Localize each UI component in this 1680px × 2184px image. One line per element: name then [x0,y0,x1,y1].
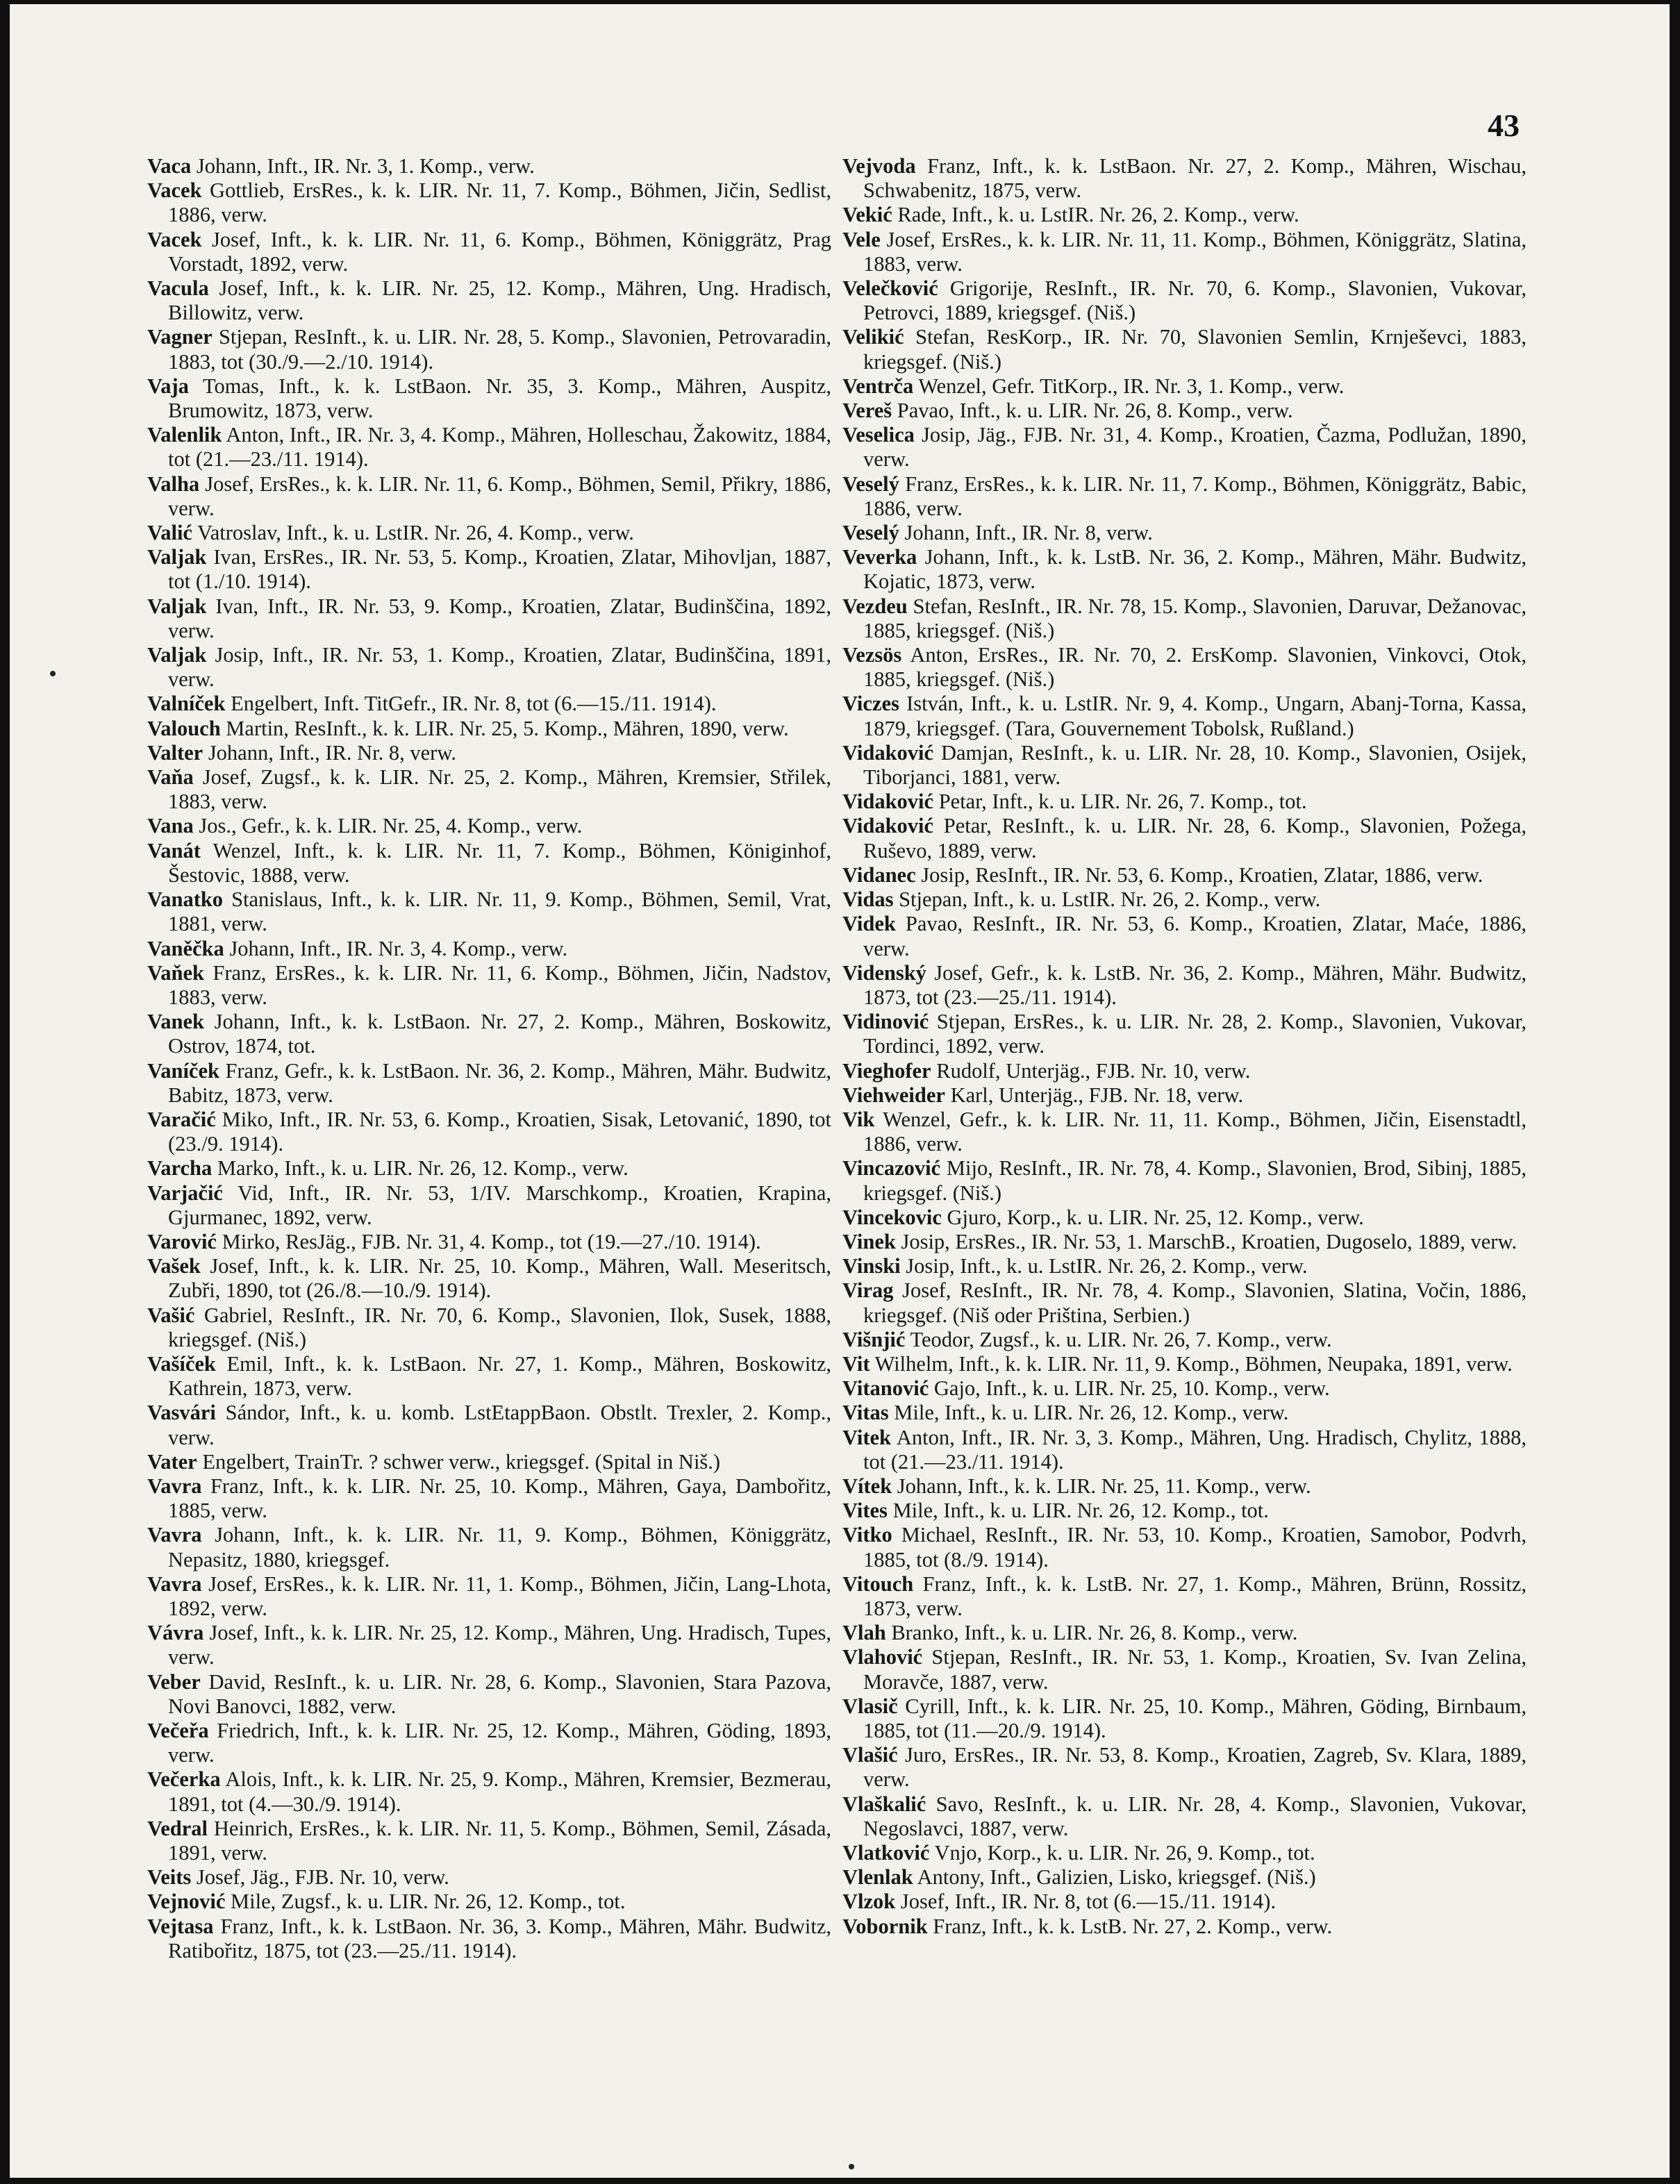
entry-details: Jos., Gefr., k. k. LIR. Nr. 25, 4. Komp., verw. [199,814,583,838]
entry-surname: Vejtasa [147,1914,214,1938]
entry-surname: Ventrča [842,374,914,398]
entry-details: Gajo, Inft., k. u. LIR. Nr. 25, 10. Komp., verw. [933,1376,1330,1401]
entry-surname: Vitko [842,1523,892,1547]
list-entry [842,521,1527,545]
left-column [147,154,831,1963]
list-entry [147,1156,831,1181]
list-entry [147,423,831,472]
list-entry [842,1230,1527,1254]
entry-surname: Večerka [147,1767,221,1792]
list-entry [842,1499,1527,1523]
entry-details: Franz, Inft., k. k. LstBaon. Nr. 27, 2. Komp., Mähren, Wischau, Schwabenitz, 1875, verw. [863,154,1527,203]
entry-details: Emil, Inft., k. k. LstBaon. Nr. 27, 1. Komp., Mähren, Boskowitz, Kathrein, 1873, verw. [168,1351,831,1401]
list-entry [842,863,1527,887]
list-entry [147,472,831,521]
entry-details: Engelbert, Inft. TitGefr., IR. Nr. 8, tot (6.—15./11. 1914). [231,692,717,716]
entry-surname: Vašek [147,1254,201,1278]
entry-details: Franz, ErsRes., k. k. LIR. Nr. 11, 7. Komp., Böhmen, Königgrätz, Babic, 1886, verw. [863,472,1527,520]
list-entry [842,1694,1527,1743]
entry-details: Josef, Inft., IR. Nr. 8, tot (6.—15./11. 1914). [900,1890,1276,1914]
entry-details: Rudolf, Unterjäg., FJB. Nr. 10, verw. [936,1058,1251,1083]
list-entry [147,1303,831,1352]
entry-details: Gabriel, ResInft., IR. Nr. 70, 6. Komp., Slavonien, Ilok, Susek, 1888, kriegsgef. (Niš.) [168,1303,831,1351]
entry-details: Gjuro, Korp., k. u. LIR. Nr. 25, 12. Komp., verw. [947,1205,1364,1229]
entry-surname: Valjak [147,545,207,569]
entry-surname: Vaníček [147,1058,219,1083]
list-entry [842,1254,1527,1278]
entry-surname: Vejnović [147,1890,226,1914]
list-entry [147,545,831,594]
entry-details: Johann, Inft., IR. Nr. 8, verw. [208,740,456,765]
entry-surname: Valha [147,472,200,496]
list-entry [147,1230,831,1254]
list-entry [842,594,1527,643]
list-entry [147,154,831,178]
entry-surname: Vacek [147,178,202,203]
entry-surname: Vanek [147,1010,204,1034]
list-entry [842,1278,1527,1327]
entry-surname: Vater [147,1449,197,1474]
entry-details: Pavao, Inft., k. u. LIR. Nr. 26, 8. Komp., verw. [897,399,1293,423]
page-number: 43 [1488,108,1520,143]
list-entry [147,717,831,741]
list-entry [842,423,1527,472]
entry-surname: Vitouch [842,1572,914,1596]
entry-surname: Večeřa [147,1719,209,1742]
entry-details: Stanislaus, Inft., k. k. LIR. Nr. 11, 9. Komp., Böhmen, Semil, Vrat, 1881, verw. [168,887,831,936]
list-entry [147,1719,831,1767]
entry-details: Johann, Inft., IR. Nr. 8, verw. [904,521,1153,545]
entry-details: Gottlieb, ErsRes., k. k. LIR. Nr. 11, 7. Komp., Böhmen, Jičin, Sedlist, 1886, verw. [168,178,831,227]
entry-surname: Vit [842,1351,870,1376]
list-entry [842,790,1527,814]
list-entry [842,1010,1527,1058]
entry-surname: Vele [842,227,881,251]
list-entry [147,521,831,545]
list-entry [147,228,831,276]
list-entry [147,374,831,423]
list-entry [147,937,831,961]
entry-details: Petar, ResInft., k. u. LIR. Nr. 28, 6. Komp., Slavonien, Požega, Ruševo, 1889, verw. [863,814,1527,862]
entry-details: Johann, Inft., k. k. LIR. Nr. 25, 11. Komp., verw. [897,1474,1311,1498]
entry-details: Rade, Inft., k. u. LstIR. Nr. 26, 2. Komp., verw. [897,203,1299,227]
list-entry [842,1523,1527,1572]
list-entry [147,1670,831,1719]
entry-details: Josef, Zugsf., k. k. LIR. Nr. 25, 2. Komp., Mähren, Kremsier, Střilek, 1883, verw. [168,765,831,814]
entry-surname: Virag [842,1278,894,1303]
entry-surname: Vana [147,814,194,838]
entry-details: Antony, Inft., Galizien, Lisko, kriegsgef. (Niš.) [917,1865,1316,1890]
entry-details: Cyrill, Inft., k. k. LIR. Nr. 25, 10. Komp., Mähren, Göding, Birnbaum, 1885, tot (11.—20./9. 1914). [863,1694,1527,1742]
entry-details: Wilhelm, Inft., k. k. LIR. Nr. 11, 9. Komp., Böhmen, Neupaka, 1891, verw. [874,1351,1513,1376]
list-entry [147,1817,831,1865]
entry-details: Josef, ErsRes., k. k. LIR. Nr. 11, 11. Komp., Böhmen, Königgrätz, Slatina, 1883, verw. [863,227,1527,276]
list-entry [842,1915,1527,1939]
entry-surname: Viehweider [842,1083,945,1107]
list-entry [842,1572,1527,1621]
entry-details: Engelbert, TrainTr. ? schwer verw., kriegsgef. (Spital in Niš.) [202,1449,721,1474]
list-entry [842,1890,1527,1914]
entry-surname: Vlahović [842,1645,923,1669]
entry-details: Vatroslav, Inft., k. u. LstIR. Nr. 26, 4. Komp., verw. [197,521,634,545]
entry-details: Damjan, ResInft., k. u. LIR. Nr. 28, 10. Komp., Slavonien, Osijek, Tiborjanci, 1881, verw. [863,740,1527,790]
entry-surname: Valníček [147,692,226,716]
entry-details: Josef, ResInft., IR. Nr. 78, 4. Komp., Slavonien, Slatina, Vočin, 1886, kriegsgef. (Niš oder Priština, Serbien.) [863,1278,1527,1327]
list-entry [147,765,831,814]
entry-surname: Varcha [147,1156,213,1181]
list-entry [147,1915,831,1963]
list-entry [842,1083,1527,1108]
list-entry [147,1523,831,1572]
entry-details: Karl, Unterjäg., FJB. Nr. 18, verw. [950,1083,1244,1107]
list-entry [147,643,831,692]
list-entry [842,1426,1527,1474]
entry-surname: Vezsös [842,643,902,667]
entry-surname: Vlasič [842,1694,898,1718]
entry-surname: Veselica [842,423,915,447]
list-entry [842,814,1527,862]
entry-surname: Vasvári [147,1401,216,1425]
list-entry [147,1890,831,1914]
list-entry [147,1865,831,1890]
list-entry [842,1108,1527,1156]
entry-surname: Vobornik [842,1914,928,1938]
entry-details: Stjepan, ResInft., k. u. LIR. Nr. 28, 5. Komp., Slavonien, Petrovaradin, 1883, tot (30./9.—2./10. 1914). [168,325,831,374]
list-entry [147,276,831,325]
entry-details: Branko, Inft., k. u. LIR. Nr. 26, 8. Komp., verw. [891,1621,1298,1645]
entry-surname: Vincazović [842,1156,941,1181]
entry-surname: Vejvoda [842,154,916,178]
entry-details: Wenzel, Inft., k. k. LIR. Nr. 11, 7. Komp., Böhmen, Königinhof, Šestovic, 1888, verw. [168,838,832,887]
entry-details: Johann, Inft., k. k. LIR. Nr. 11, 9. Komp., Böhmen, Königgrätz, Nepasitz, 1880, kriegsgef. [168,1523,831,1572]
entry-details: Stefan, ResKorp., IR. Nr. 70, Slavonien Semlin, Krnješevci, 1883, kriegsgef. (Niš.) [863,325,1527,374]
entry-details: Johann, Inft., k. k. LstBaon. Nr. 27, 2. Komp., Mähren, Boskowitz, Ostrov, 1874, tot. [168,1010,832,1058]
list-entry [842,961,1527,1010]
list-entry [842,203,1527,227]
entry-details: Josip, ResInft., IR. Nr. 53, 6. Komp., Kroatien, Zlatar, 1886, verw. [921,862,1483,887]
entry-surname: Vaca [147,154,192,178]
entry-details: Josip, Inft., IR. Nr. 53, 1. Komp., Kroatien, Zlatar, Budinščina, 1891, verw. [168,643,832,692]
entry-details: Mirko, ResJäg., FJB. Nr. 31, 4. Komp., tot (19.—27./10. 1914). [222,1229,761,1253]
entry-surname: Veber [147,1669,201,1694]
entry-surname: Vaňa [147,765,194,790]
list-entry [147,692,831,716]
list-entry [147,814,831,838]
list-entry [842,692,1527,740]
list-entry [842,1328,1527,1352]
entry-details: Stefan, ResInft., IR. Nr. 78, 15. Komp., Slavonien, Daruvar, Dežanovac, 1885, kriegsgef. (Niš.) [863,594,1527,642]
entry-details: Vid, Inft., IR. Nr. 53, 1/IV. Marschkomp., Kroatien, Krapina, Gjurmanec, 1892, verw. [168,1181,832,1229]
entry-surname: Veselý [842,472,899,496]
entry-surname: Vlzok [842,1890,896,1914]
entry-details: Josef, ErsRes., k. k. LIR. Nr. 11, 1. Komp., Böhmen, Jičin, Lang-Lhota, 1892, verw. [168,1572,832,1620]
list-entry [147,1352,831,1401]
list-entry [842,1474,1527,1499]
entry-surname: Viczes [842,692,899,716]
entry-details: Ivan, Inft., IR. Nr. 53, 9. Komp., Kroatien, Zlatar, Budinščina, 1892, verw. [168,594,831,642]
right-column [842,154,1527,1939]
entry-surname: Vaněčka [147,936,224,960]
entry-surname: Vanát [147,838,201,862]
list-entry [147,1181,831,1230]
entry-surname: Vlah [842,1621,886,1645]
list-entry [147,887,831,936]
list-entry [842,276,1527,325]
list-entry [842,1376,1527,1401]
entry-details: Stjepan, Inft., k. u. LstIR. Nr. 26, 2. Komp., verw. [899,887,1321,912]
entry-surname: Vašić [147,1303,195,1327]
entry-surname: Vavra [147,1572,202,1596]
list-entry [147,839,831,887]
entry-details: Heinrich, ErsRes., k. k. LIR. Nr. 11, 5. Komp., Böhmen, Semil, Zásada, 1891, verw. [168,1816,832,1865]
entry-details: Franz, Inft., k. k. LIR. Nr. 25, 10. Komp., Mähren, Gaya, Dambořitz, 1885, verw. [168,1474,831,1523]
entry-details: Johann, Inft., k. k. LstB. Nr. 36, 2. Komp., Mähren, Mähr. Budwitz, Kojatic, 1873, verw. [863,545,1527,594]
entry-details: Wenzel, Gefr., k. k. LIR. Nr. 11, 11. Komp., Böhmen, Jičin, Eisenstadtl, 1886, verw. [863,1107,1527,1156]
list-entry [842,887,1527,912]
entry-surname: Valouch [147,716,221,740]
list-entry [842,154,1527,203]
entry-details: Franz, ErsRes., k. k. LIR. Nr. 11, 6. Komp., Böhmen, Jičin, Nadstov, 1883, verw. [168,960,831,1009]
margin-dot-icon [50,671,56,676]
entry-surname: Vanatko [147,887,224,912]
entry-details: Anton, ErsRes., IR. Nr. 70, 2. ErsKomp. Slavonien, Vinkovci, Otok, 1885, kriegsgef. (Niš.) [863,643,1527,692]
entry-details: Josef, Inft., k. k. LIR. Nr. 25, 12. Komp., Mähren, Ung. Hradisch, Billowitz, verw. [168,276,831,325]
entry-surname: Vaculа [147,276,209,301]
entry-surname: Varović [147,1229,217,1253]
entry-surname: Vereš [842,399,892,423]
list-entry [842,1645,1527,1694]
entry-surname: Vidaković [842,814,934,838]
list-entry [842,1841,1527,1865]
list-entry [842,1743,1527,1792]
entry-surname: Vidanec [842,862,916,887]
list-entry [842,374,1527,399]
entry-details: Josef, ErsRes., k. k. LIR. Nr. 11, 6. Komp., Böhmen, Semil, Přikry, 1886, verw. [168,472,831,520]
entry-details: Friedrich, Inft., k. k. LIR. Nr. 25, 12. Komp., Mähren, Göding, 1893, verw. [168,1719,831,1767]
list-entry [842,545,1527,594]
list-entry [147,1059,831,1108]
entry-surname: Vekić [842,203,892,227]
entry-details: Marko, Inft., k. u. LIR. Nr. 26, 12. Komp., verw. [217,1156,629,1181]
list-entry [147,594,831,643]
list-entry [842,912,1527,960]
entry-surname: Videnský [842,960,926,985]
document-page [10,4,1670,2178]
entry-surname: Vávra [147,1621,204,1645]
entry-surname: Vidinović [842,1010,929,1034]
entry-details: Anton, Inft., IR. Nr. 3, 3. Komp., Mähren, Ung. Hradisch, Chylitz, 1888, tot (21.—23./11. 1914). [863,1425,1527,1474]
entry-surname: Vitas [842,1401,889,1425]
list-entry [147,741,831,765]
entry-surname: Vašíček [147,1351,216,1376]
entry-details: Josip, ErsRes., IR. Nr. 53, 1. MarschB., Kroatien, Dugoselo, 1889, verw. [901,1229,1517,1253]
list-entry [147,1474,831,1523]
entry-surname: Velikić [842,325,904,349]
entry-details: Anton, Inft., IR. Nr. 3, 4. Komp., Mähren, Holleschau, Žakowitz, 1884, tot (21.—23./11. 1914). [168,423,831,472]
entry-details: Josef, Inft., k. k. LIR. Nr. 25, 10. Komp., Mähren, Wall. Meseritsch, Zubři, 1890, tot (26./8.—10./9. 1914). [168,1254,831,1303]
entry-surname: Vlašić [842,1743,898,1767]
list-entry [842,1059,1527,1083]
entry-details: Savo, ResInft., k. u. LIR. Nr. 28, 4. Komp., Slavonien, Vukovar, Negoslavci, 1887, verw. [863,1792,1527,1840]
list-entry [147,1108,831,1156]
entry-details: Franz, Inft., k. k. LstB. Nr. 27, 1. Komp., Mähren, Brünn, Rossitz, 1873, verw. [863,1572,1527,1620]
list-entry [842,1865,1527,1890]
entry-details: Michael, ResInft., IR. Nr. 53, 10. Komp., Kroatien, Samobor, Podvrh, 1885, tot (8./9. 1914). [863,1523,1527,1572]
entry-surname: Vezdeu [842,594,908,618]
entry-details: Mile, Zugsf., k. u. LIR. Nr. 26, 12. Komp., tot. [231,1890,626,1914]
entry-surname: Vites [842,1499,888,1523]
entry-surname: Vavra [147,1523,202,1547]
entry-surname: Varjačić [147,1181,223,1205]
list-entry [147,1621,831,1669]
list-entry [147,178,831,227]
entry-details: Stjepan, ErsRes., k. u. LIR. Nr. 28, 2. Komp., Slavonien, Vukovar, Tordinci, 1892, verw. [863,1010,1527,1058]
list-entry [842,472,1527,521]
entry-details: Johann, Inft., IR. Nr. 3, 1. Komp., verw. [196,154,535,178]
entry-details: Franz, Inft., k. k. LstB. Nr. 27, 2. Komp., verw. [933,1914,1333,1938]
entry-surname: Višnjić [842,1327,906,1351]
entry-surname: Vacek [147,227,202,251]
entry-details: Ivan, ErsRes., IR. Nr. 53, 5. Komp., Kroatien, Zlatar, Mihovljan, 1887, tot (1./10. 1914). [168,545,832,594]
entry-details: Johann, Inft., IR. Nr. 3, 4. Komp., verw. [229,936,568,960]
entry-surname: Vaja [147,374,189,398]
entry-details: Teodor, Zugsf., k. u. LIR. Nr. 26, 7. Komp., verw. [910,1327,1332,1351]
list-entry [147,1401,831,1449]
entry-details: Sándor, Inft., k. u. komb. LstEtappBaon. Obstlt. Trexler, 2. Komp., verw. [168,1401,831,1449]
list-entry [147,1572,831,1621]
entry-surname: Vlenlak [842,1865,913,1890]
list-entry [842,325,1527,374]
entry-details: Josef, Inft., k. k. LIR. Nr. 11, 6. Komp., Böhmen, Königgrätz, Prag Vorstadt, 1892, verw. [168,227,832,276]
entry-details: Wenzel, Gefr. TitKorp., IR. Nr. 3, 1. Komp., verw. [918,374,1345,398]
list-entry [842,1352,1527,1376]
entry-surname: Vinski [842,1254,901,1278]
entry-surname: Vavra [147,1474,202,1498]
entry-details: Franz, Gefr., k. k. LstBaon. Nr. 36, 2. Komp., Mähren, Mähr. Budwitz, Babitz, 1873, verw. [168,1058,831,1107]
entry-surname: Vlaškalić [842,1792,926,1816]
entry-details: Mile, Inft., k. u. LIR. Nr. 26, 12. Komp., verw. [894,1401,1289,1425]
entry-details: Josip, Inft., k. u. LstIR. Nr. 26, 2. Komp., verw. [906,1254,1308,1278]
list-entry [842,1206,1527,1230]
list-entry [147,1254,831,1303]
entry-details: Vnjo, Korp., k. u. LIR. Nr. 26, 9. Komp., tot. [934,1841,1315,1865]
entry-surname: Vedral [147,1816,208,1840]
entry-details: Mile, Inft., k. u. LIR. Nr. 26, 12. Komp., tot. [892,1499,1269,1523]
list-entry [147,325,831,374]
entry-details: Juro, ErsRes., IR. Nr. 53, 8. Komp., Kroatien, Zagreb, Sv. Klara, 1889, verw. [863,1743,1527,1792]
entry-details: Josef, Gefr., k. k. LstB. Nr. 36, 2. Komp., Mähren, Mähr. Budwitz, 1873, tot (23.—25./11. 1914). [863,960,1527,1009]
entry-details: Josip, Jäg., FJB. Nr. 31, 4. Komp., Kroatien, Čazma, Podlužan, 1890, verw. [863,423,1527,472]
list-entry [147,1767,831,1816]
entry-surname: Vitanović [842,1376,929,1401]
list-entry [842,228,1527,276]
entry-surname: Varačić [147,1107,216,1131]
entry-surname: Velečković [842,276,938,301]
entry-surname: Videk [842,912,896,936]
bottom-dot-icon [849,2164,854,2169]
entry-surname: Valjak [147,643,207,667]
entry-surname: Vlatković [842,1841,930,1865]
entry-surname: Vieghofer [842,1058,931,1083]
entry-details: David, ResInft., k. u. LIR. Nr. 28, 6. Komp., Slavonien, Stara Pazova, Novi Banovci, 1882, verw. [168,1669,831,1718]
list-entry [147,961,831,1010]
list-entry [842,1621,1527,1645]
entry-details: Martin, ResInft., k. k. LIR. Nr. 25, 5. Komp., Mähren, 1890, verw. [226,716,789,740]
list-entry [842,1792,1527,1841]
entry-details: Josef, Jäg., FJB. Nr. 10, verw. [196,1865,449,1890]
entry-details: Tomas, Inft., k. k. LstBaon. Nr. 35, 3. Komp., Mähren, Auspitz, Brumowitz, 1873, verw. [168,374,831,423]
entry-surname: Veits [147,1865,192,1890]
entry-surname: Valjak [147,594,207,618]
entry-details: Petar, Inft., k. u. LIR. Nr. 26, 7. Komp., tot. [938,790,1307,814]
entry-details: Pavao, ResInft., IR. Nr. 53, 6. Komp., Kroatien, Zlatar, Maće, 1886, verw. [863,912,1527,960]
entry-details: Stjepan, ResInft., IR. Nr. 53, 1. Komp., Kroatien, Sv. Ivan Zelina, Moravče, 1887, verw. [863,1645,1527,1694]
entry-details: Grigorije, ResInft., IR. Nr. 70, 6. Komp., Slavonien, Vukovar, Petrovci, 1889, kriegsgef. (Niš.) [863,276,1527,325]
list-entry [147,1450,831,1474]
list-entry [842,643,1527,692]
entry-details: Miko, Inft., IR. Nr. 53, 6. Komp., Kroatien, Sisak, Letovanić, 1890, tot (23./9. 1914). [168,1107,832,1156]
entry-details: Mijo, ResInft., IR. Nr. 78, 4. Komp., Slavonien, Brod, Sibinj, 1885, kriegsgef. (Niš.) [863,1156,1527,1205]
list-entry [147,1010,831,1058]
entry-surname: Vítek [842,1474,892,1498]
entry-surname: Vik [842,1107,875,1131]
entry-surname: Vitek [842,1425,892,1449]
entry-surname: Vincekovic [842,1205,942,1229]
entry-surname: Vidas [842,887,894,912]
list-entry [842,399,1527,423]
entry-details: István, Inft., k. u. LstIR. Nr. 9, 4. Komp., Ungarn, Abanj-Torna, Kassa, 1879, kriegsgef. (Tara, Gouvernement Tobolsk, Rußland.) [863,692,1527,740]
entry-surname: Vaňek [147,960,204,985]
entry-surname: Veselý [842,521,899,545]
entry-surname: Valenlik [147,423,222,447]
list-entry [842,1156,1527,1205]
entry-surname: Vinek [842,1229,896,1253]
list-entry [842,741,1527,790]
entry-surname: Valić [147,521,192,545]
entry-surname: Veverka [842,545,917,569]
entry-details: Josef, Inft., k. k. LIR. Nr. 25, 12. Komp., Mähren, Ung. Hradisch, Tupes, verw. [168,1621,831,1669]
entry-surname: Vidaković [842,790,934,814]
entry-details: Alois, Inft., k. k. LIR. Nr. 25, 9. Komp., Mähren, Kremsier, Bezmerau, 1891, tot (4.—30./9. 1914). [168,1767,831,1816]
entry-surname: Vidaković [842,740,934,765]
entry-surname: Valter [147,740,203,765]
entry-details: Franz, Inft., k. k. LstBaon. Nr. 36, 3. Komp., Mähren, Mähr. Budwitz, Ratibořitz, 1875, tot (23.—25./11. 1914). [168,1914,831,1962]
entry-surname: Vagner [147,325,213,349]
list-entry [842,1401,1527,1425]
